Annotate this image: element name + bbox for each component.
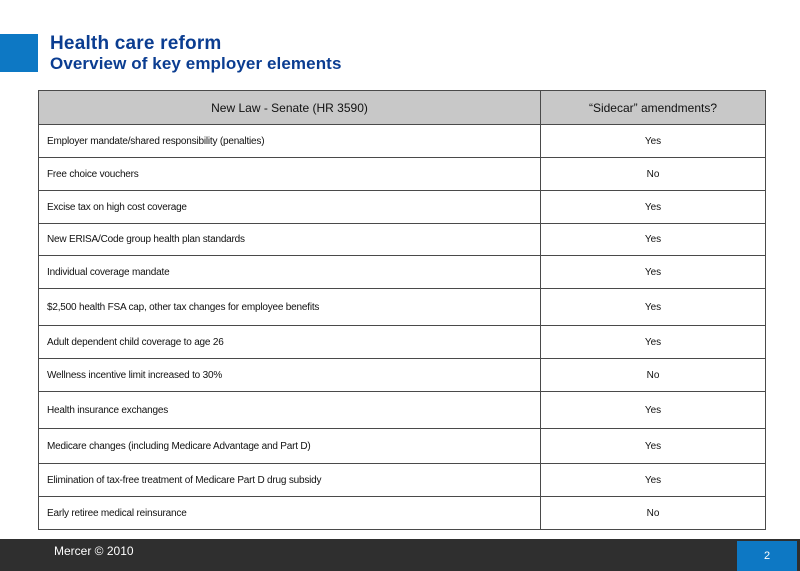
title-accent-square — [0, 34, 38, 72]
row-answer: Yes — [541, 326, 766, 359]
row-item: Adult dependent child coverage to age 26 — [39, 326, 541, 359]
slide-title — [50, 33, 342, 74]
row-answer: Yes — [541, 256, 766, 289]
row-item: Free choice vouchers — [39, 158, 541, 191]
row-answer: No — [541, 497, 766, 530]
row-answer: No — [541, 359, 766, 392]
slide-footer — [0, 539, 800, 571]
table-header-row — [39, 91, 766, 125]
row-item: Individual coverage mandate — [39, 256, 541, 289]
table-row — [39, 158, 766, 191]
row-item: Early retiree medical reinsurance — [39, 497, 541, 530]
row-item: $2,500 health FSA cap, other tax changes for employee benefits — [39, 289, 541, 326]
row-answer: Yes — [541, 125, 766, 158]
row-item: Excise tax on high cost coverage — [39, 191, 541, 224]
page-number: 2 — [737, 541, 797, 571]
footer-copyright: Mercer © 2010 — [54, 544, 134, 558]
row-answer: Yes — [541, 429, 766, 464]
table-row — [39, 191, 766, 224]
table-row — [39, 429, 766, 464]
table-row — [39, 289, 766, 326]
row-answer: Yes — [541, 392, 766, 429]
table-row — [39, 125, 766, 158]
row-answer: No — [541, 158, 766, 191]
header-sidecar-amendments: “Sidecar” amendments? — [541, 91, 766, 125]
employer-elements-table — [38, 90, 766, 530]
row-item: Elimination of tax-free treatment of Medicare Part D drug subsidy — [39, 464, 541, 497]
table-row — [39, 256, 766, 289]
table-row — [39, 464, 766, 497]
row-answer: Yes — [541, 224, 766, 256]
table-row — [39, 392, 766, 429]
row-item: Health insurance exchanges — [39, 392, 541, 429]
slide-title-line1: Health care reform — [50, 33, 222, 54]
table-row — [39, 224, 766, 256]
slide-subtitle: Overview of key employer elements — [50, 54, 342, 73]
row-item: Medicare changes (including Medicare Advantage and Part D) — [39, 429, 541, 464]
row-answer: Yes — [541, 191, 766, 224]
row-item: New ERISA/Code group health plan standards — [39, 224, 541, 256]
row-answer: Yes — [541, 289, 766, 326]
table-row — [39, 359, 766, 392]
table-row — [39, 326, 766, 359]
row-item: Wellness incentive limit increased to 30% — [39, 359, 541, 392]
row-answer: Yes — [541, 464, 766, 497]
table-row — [39, 497, 766, 530]
row-item: Employer mandate/shared responsibility (penalties) — [39, 125, 541, 158]
header-new-law: New Law - Senate (HR 3590) — [39, 91, 541, 125]
